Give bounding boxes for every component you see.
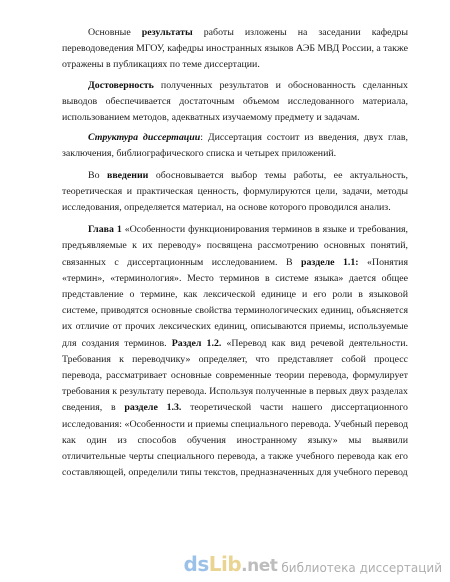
text-span: : Диссертация состоит из введения, двух глав, заключения, библиографического списка и четырех приложений. [62, 132, 408, 160]
text-span: «Понятия «термин», «терминология». Место терминов в системе языка» дается общее представление о термине, как лексической единице и его роли в языковой системе, приводятся основные свойства терминологических единиц, объясняется их отличие от прочих лексических единиц, описываются приемы, используемые для создания терминов. [62, 256, 408, 349]
watermark-logo-lib: Lib [208, 552, 242, 576]
text-span: Основные [88, 27, 142, 38]
text-span: «Особенности функционирования терминов в языке и требования, предъявляемые к их переводу» посвящена рассмотрению основных понятий, связанных с диссертационным исследованием. В [62, 224, 408, 268]
text-span: «Перевод как вид речевой деятельности. Требования к переводчику» определяет, что представляет собой процесс перевода, рассматривает основные современные теории перевода, формулирует требования к результату перевода. Используя полученные в первых двух разделах сведения, в [62, 337, 408, 414]
bold-term: введении [106, 169, 149, 181]
watermark-logo-ds: ds [183, 552, 209, 576]
bold-term: Раздел 1.2. [171, 337, 222, 349]
paragraph-results [62, 25, 408, 74]
watermark [184, 548, 442, 576]
paragraph-reliability [62, 78, 408, 127]
bold-term: Структура диссертации [88, 132, 201, 144]
paragraph-introduction [62, 168, 408, 217]
paragraph-chapter-1 [62, 222, 408, 481]
bold-term: результаты [141, 27, 193, 38]
paragraph-structure [62, 130, 408, 162]
text-span: обосновывается выбор темы работы, ее актуальность, теоретическая и практическая ценность, формулируются цели, задачи, методы исследования, определяется материал, на основе которого проводился анализ. [62, 169, 408, 214]
bold-term: разделе 1.3. [124, 402, 182, 414]
document-body [62, 25, 408, 483]
bold-term: Достоверность [88, 79, 154, 91]
bold-term: разделе 1.1: [300, 256, 359, 268]
text-span: работы изложены на заседании кафедры переводоведения МГОУ, кафедры иностранных языков АЭБ МВД России, а также отражены в публикациях по теме диссертации. [62, 27, 409, 71]
text-span: полученных результатов и обоснованность сделанных выводов обеспечивается достаточным объемом исследованного материала, использованием методов, адекватных изучаемому предмету и задачам. [62, 79, 408, 124]
watermark-logo [184, 554, 278, 576]
text-span: теоретической части нашего диссертационного исследования: «Особенности и приемы специального перевода. Учебный перевод как один из способов обучения иностранному языку» мы выявили отличительные черты специального перевода, а также учебного перевода как его составляющей, определили типы текстов, предназначенных для учебного перевод [62, 402, 408, 479]
watermark-subtitle: библиотека диссертаций [281, 561, 442, 575]
watermark-logo-net: .net [241, 556, 278, 576]
text-span: Во [88, 169, 107, 181]
bold-term: Глава 1 [88, 224, 122, 236]
